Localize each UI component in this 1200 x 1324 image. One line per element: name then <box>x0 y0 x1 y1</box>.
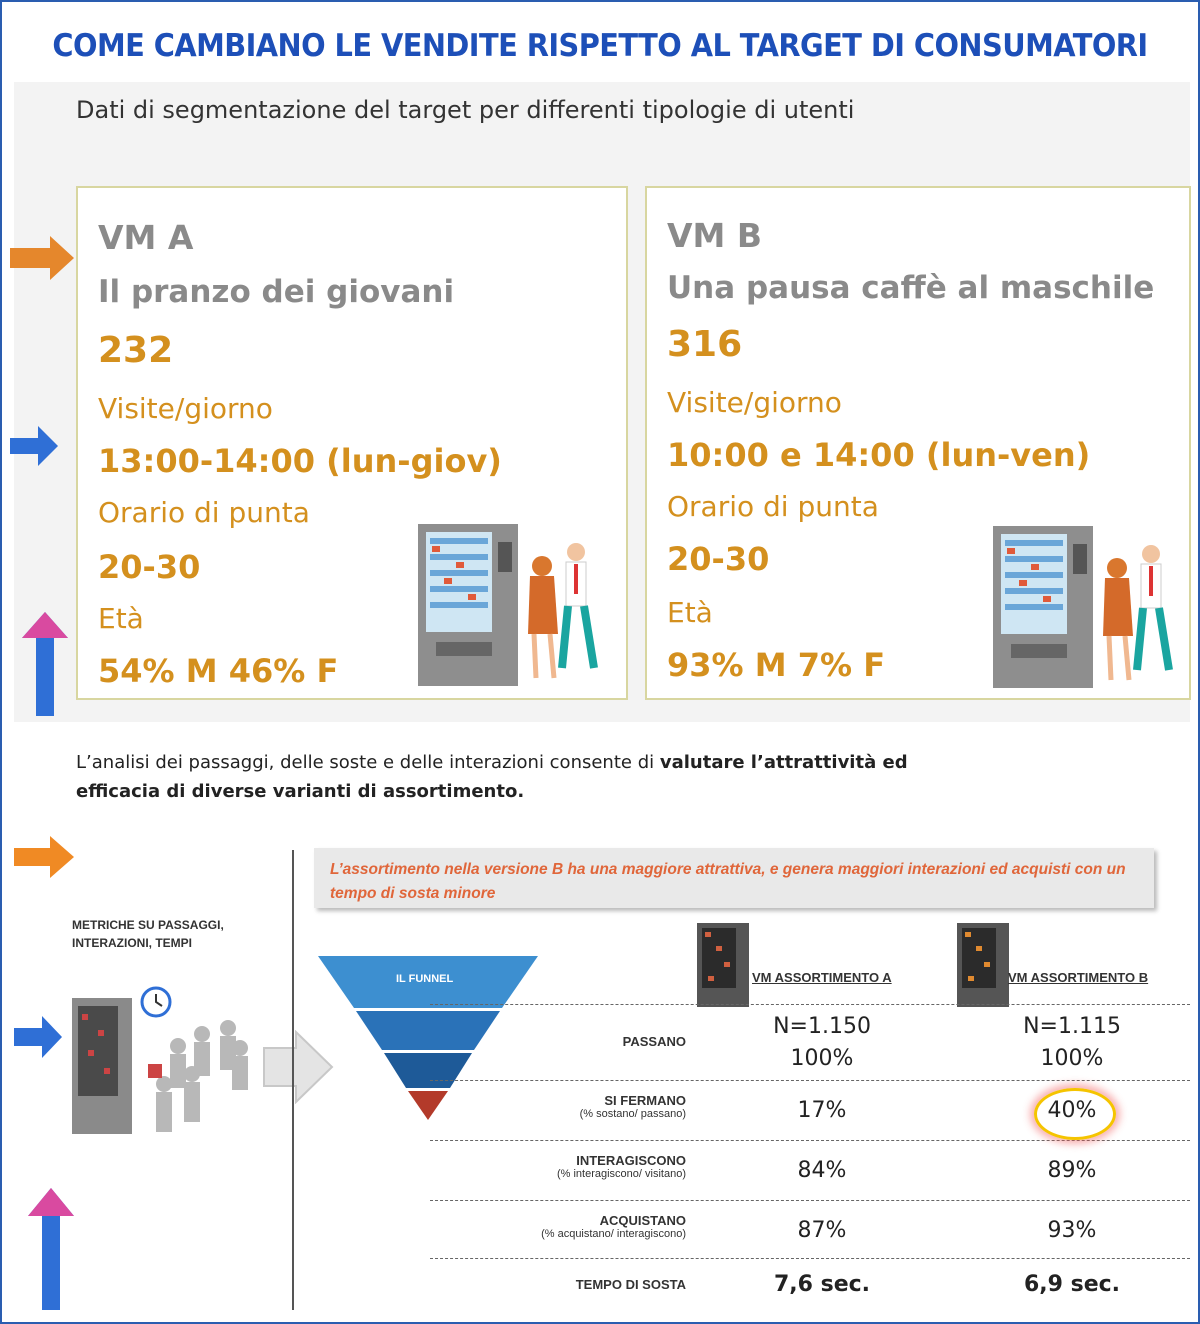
vm-a-peak: 13:00-14:00 (lun-giov) <box>98 442 502 480</box>
blue-arrow-icon <box>10 424 60 468</box>
cell-a-tempo: 7,6 sec. <box>773 1272 871 1297</box>
row-label-si-fermano: SI FERMANO (% sostano/ passano) <box>579 1093 686 1120</box>
orange-arrow-icon <box>10 236 76 280</box>
vending-machine-a-icon <box>696 922 750 1008</box>
vm-b-gender: 93% M 7% F <box>667 646 886 684</box>
segmentation-subtitle: Dati di segmentazione del target per differenti tipologie di utenti <box>76 96 855 124</box>
vm-b-card <box>645 186 1191 700</box>
up-arrow-icon <box>26 1188 76 1312</box>
vm-a-title: Il pranzo dei giovani <box>98 274 455 310</box>
row-label-interagiscono: INTERAGISCONO (% interagiscono/ visitano) <box>556 1153 686 1180</box>
up-arrow-icon <box>20 612 70 718</box>
section-divider <box>292 850 294 1310</box>
row-label-tempo-di-sosta: TEMPO DI SOSTA <box>575 1277 686 1292</box>
cell-a-passano-pct: 100% <box>790 1046 854 1071</box>
cell-b-passano-pct: 100% <box>1040 1046 1104 1071</box>
blue-arrow-icon <box>14 1014 64 1060</box>
table-divider <box>430 1200 1190 1201</box>
cell-b-acquistano: 93% <box>1047 1218 1097 1243</box>
column-header-a: VM ASSORTIMENTO A <box>752 970 892 985</box>
vm-b-visits: 316 <box>667 324 743 365</box>
orange-arrow-icon <box>14 834 78 880</box>
vm-b-title: Una pausa caffè al maschile <box>667 270 1155 306</box>
vm-a-gender: 54% M 46% F <box>98 652 339 690</box>
metrics-label: METRICHE SU PASSAGGI, INTERAZIONI, TEMPI <box>72 918 224 950</box>
cell-a-interagiscono: 84% <box>797 1158 847 1183</box>
vm-b-peak: 10:00 e 14:00 (lun-ven) <box>667 436 1091 474</box>
table-divider <box>430 1004 1190 1005</box>
funnel-stage-2 <box>356 1011 500 1050</box>
vm-b-visits-label: Visite/giorno <box>667 386 842 419</box>
analysis-text: L’analisi dei passaggi, delle soste e delle interazioni consente di valutare l’attrattività ed efficacia di diverse varianti di assortimento. <box>76 752 908 802</box>
vm-a-name: VM A <box>98 218 194 257</box>
table-divider <box>430 1140 1190 1141</box>
cell-b-tempo: 6,9 sec. <box>1023 1272 1121 1297</box>
row-label-passano: PASSANO <box>622 1034 686 1049</box>
cell-a-passano-n: N=1.150 <box>773 1014 871 1039</box>
vm-b-age-label: Età <box>667 596 713 629</box>
vm-a-visits-label: Visite/giorno <box>98 392 273 425</box>
vm-a-card <box>76 186 628 700</box>
cell-a-acquistano: 87% <box>797 1218 847 1243</box>
cell-b-si-fermano: 40% <box>1047 1098 1097 1123</box>
insight-banner-text: L’assortimento nella versione B ha una maggiore attrattiva, e genera maggiori interazioni ed acquisti con un tempo di sosta minore <box>330 861 1126 902</box>
funnel-stage-4 <box>408 1091 448 1120</box>
page-title: COME CAMBIANO LE VENDITE RISPETTO AL TARGET DI CONSUMATORI <box>52 28 1148 64</box>
table-divider <box>430 1258 1190 1259</box>
vm-a-visits: 232 <box>98 330 174 371</box>
column-header-b: VM ASSORTIMENTO B <box>1008 970 1149 985</box>
insight-banner <box>314 848 1154 908</box>
funnel-stage-3 <box>384 1053 472 1088</box>
vm-b-age: 20-30 <box>667 540 770 578</box>
vending-machine-b-icon <box>956 922 1010 1008</box>
row-label-acquistano: ACQUISTANO (% acquistano/ interagiscono) <box>541 1213 686 1240</box>
vm-b-peak-label: Orario di punta <box>667 490 879 523</box>
vending-machine-illustration <box>991 520 1181 692</box>
cell-b-passano-n: N=1.115 <box>1023 1014 1121 1039</box>
cell-a-si-fermano: 17% <box>797 1098 847 1123</box>
people-vending-illustration <box>68 984 258 1140</box>
cell-b-interagiscono: 89% <box>1047 1158 1097 1183</box>
vm-b-name: VM B <box>667 216 763 255</box>
vending-machine-illustration <box>416 518 606 690</box>
vm-a-peak-label: Orario di punta <box>98 496 310 529</box>
vm-a-age: 20-30 <box>98 548 201 586</box>
vm-a-age-label: Età <box>98 602 144 635</box>
table-divider <box>430 1080 1190 1081</box>
funnel-label: IL FUNNEL <box>396 973 454 985</box>
